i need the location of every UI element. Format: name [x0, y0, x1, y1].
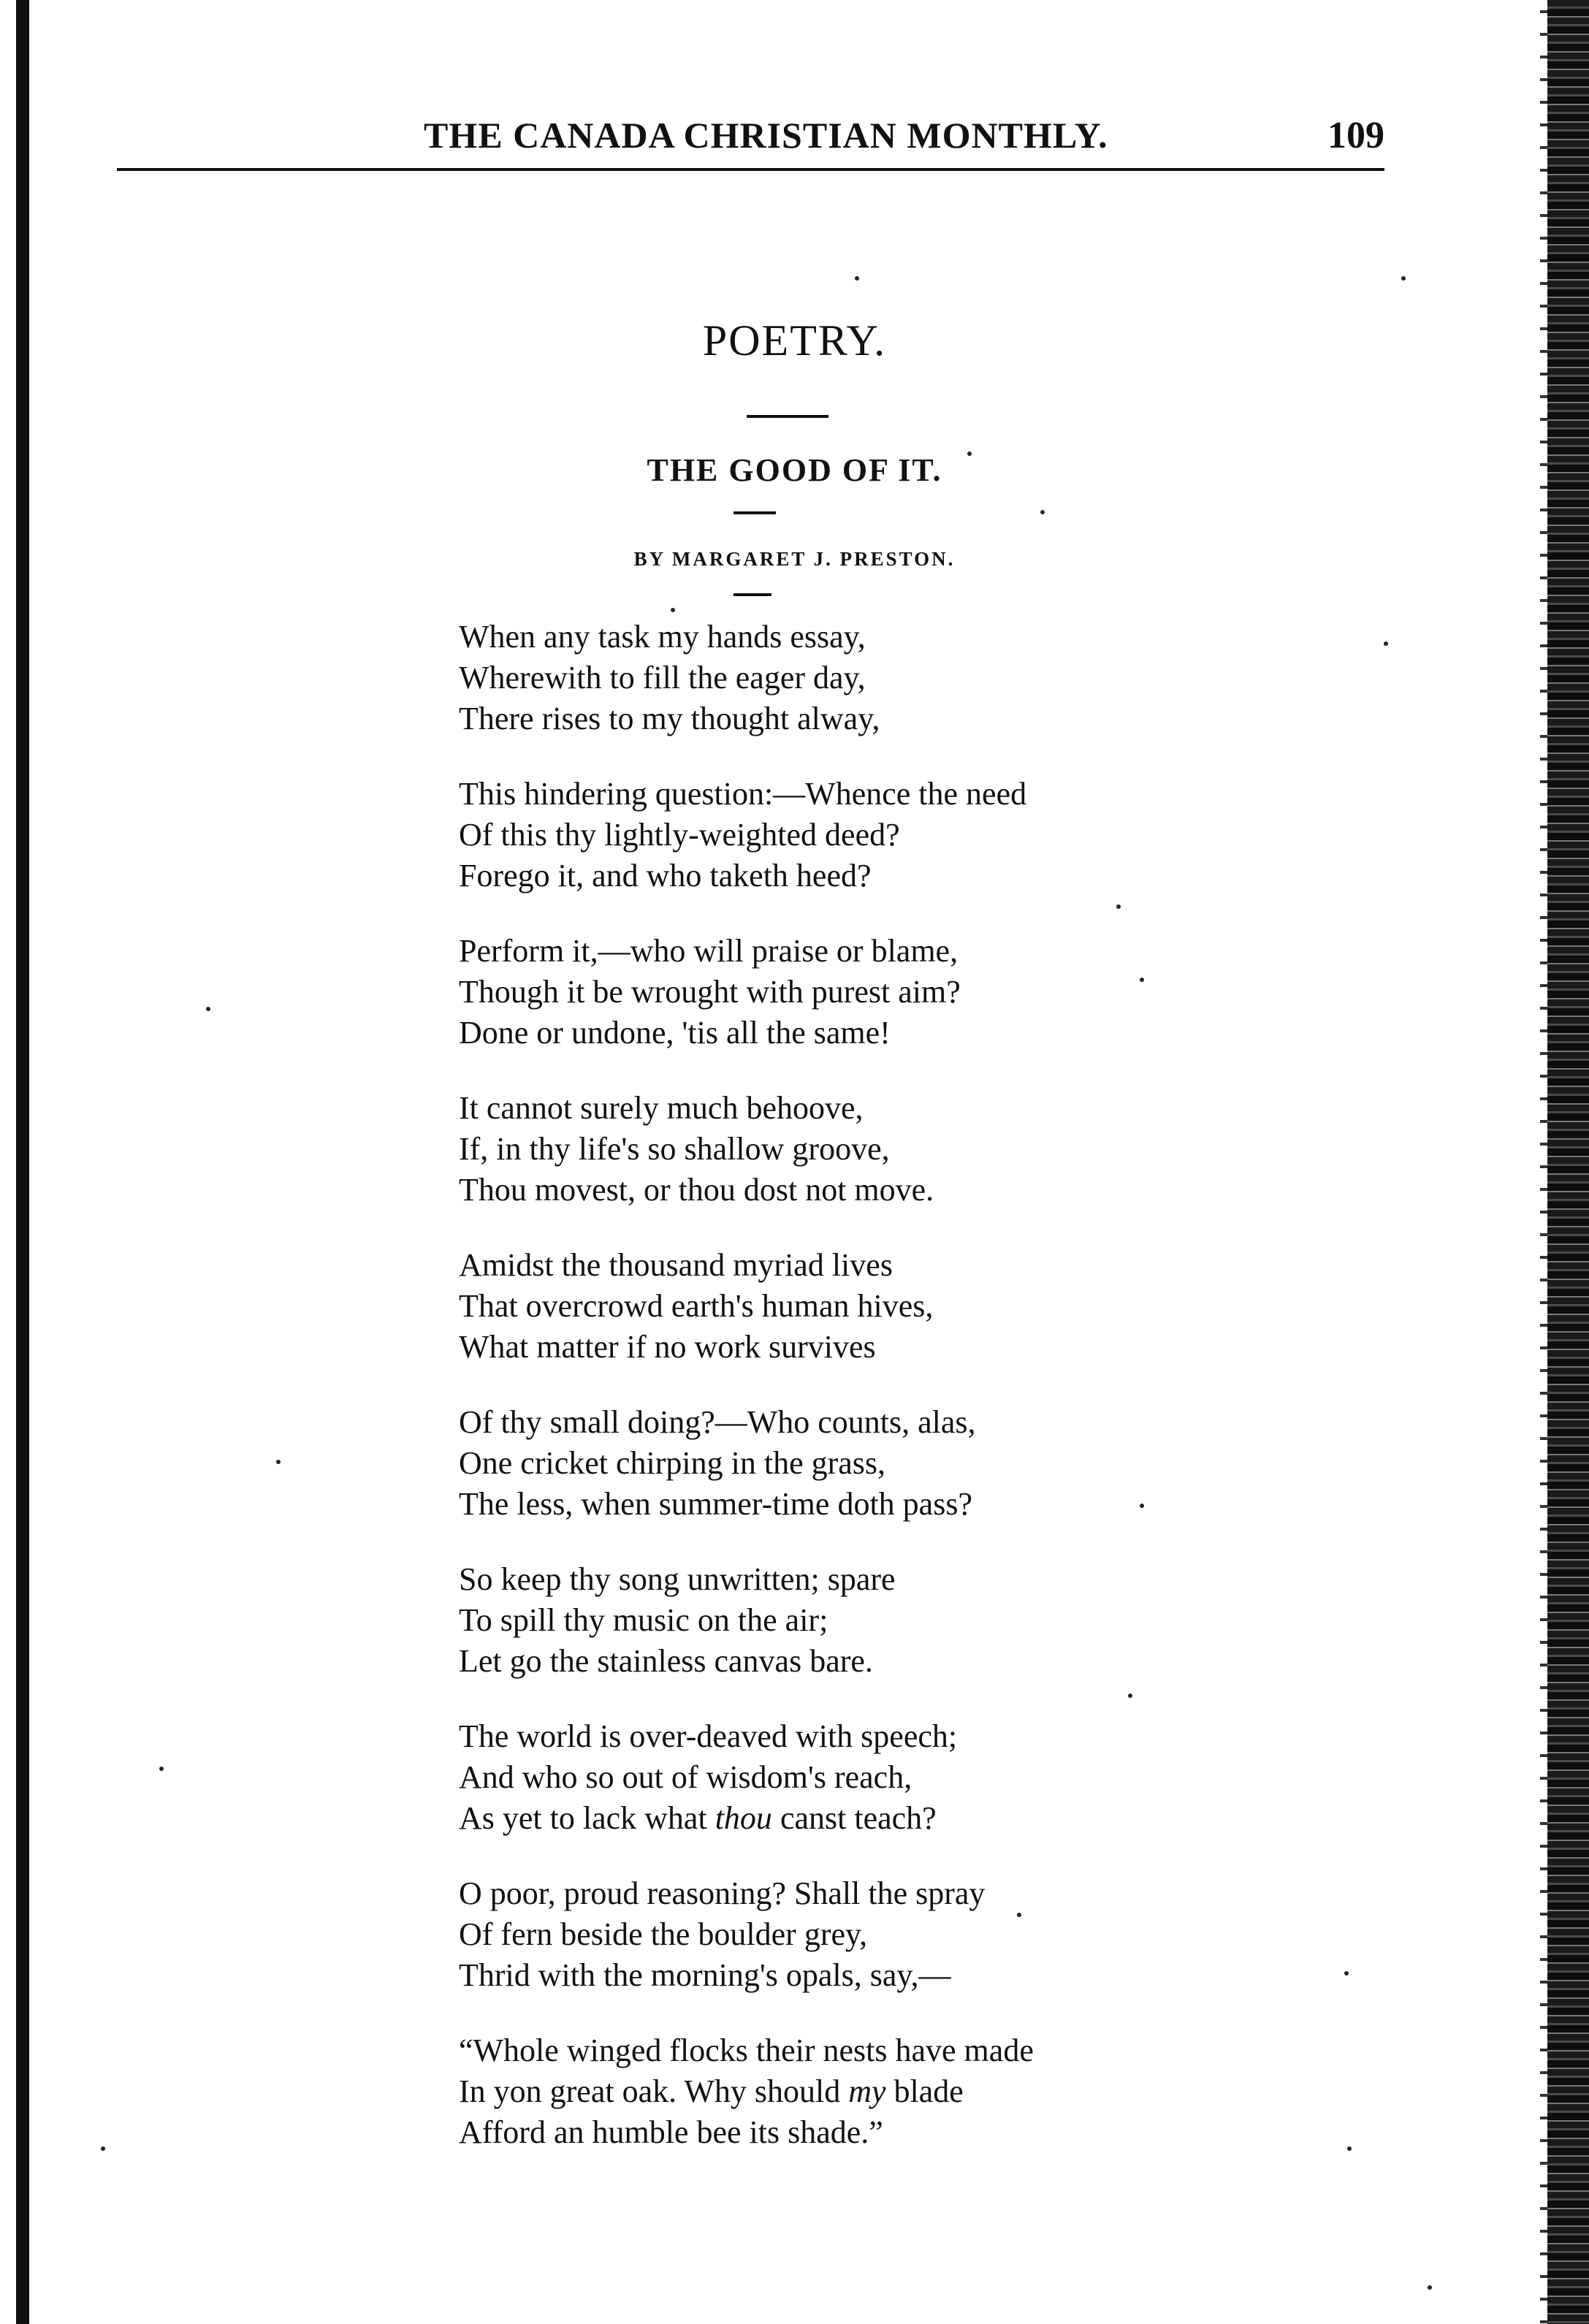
poem-line: “Whole winged flocks their nests have made: [459, 2032, 1034, 2068]
poem-line: Afford an humble bee its shade.”: [459, 2114, 883, 2150]
heading-rule: [747, 415, 828, 418]
byline: BY MARGARET J. PRESTON.: [633, 548, 956, 570]
scan-speck: [855, 276, 859, 281]
poem-line: When any task my hands essay,: [459, 619, 866, 655]
stanza: [459, 774, 1409, 896]
poem-line: Thrid with the morning's opals, say,—: [459, 1957, 951, 1993]
section-heading: POETRY.: [702, 316, 887, 365]
poem-line: [459, 2071, 1409, 2112]
stanza: [459, 931, 1409, 1054]
emphasized-word: thou: [715, 1800, 772, 1836]
poem-line: To spill thy music on the air;: [459, 1602, 828, 1638]
poem-line: Perform it,—who will praise or blame,: [459, 933, 959, 969]
poem-line: The less, when summer-time doth pass?: [459, 1486, 972, 1522]
stanza: [459, 1716, 1409, 1839]
scan-speck: [1140, 978, 1144, 982]
poem-line: If, in thy life's so shallow groove,: [459, 1131, 890, 1167]
stanza: [459, 1088, 1409, 1211]
scan-speck: [967, 452, 972, 456]
poem-line: One cricket chirping in the grass,: [459, 1445, 886, 1481]
poem-body: [459, 617, 1409, 2187]
running-head: [117, 114, 1384, 158]
stanza: [459, 1873, 1409, 1996]
scan-speck: [1344, 1971, 1349, 1976]
poem-line: Of this thy lightly-weighted deed?: [459, 817, 900, 853]
scan-speck: [276, 1460, 281, 1464]
poem-line-text: In yon great oak. Why should: [459, 2073, 841, 2109]
poem-line: So keep thy song unwritten; spare: [459, 1561, 896, 1597]
poem-line: Let go the stainless canvas bare.: [459, 1643, 873, 1679]
poem-line-text: As yet to lack what: [459, 1800, 707, 1836]
stanza: [459, 2030, 1409, 2153]
stanza: [459, 1402, 1409, 1525]
scan-speck: [1116, 904, 1121, 909]
poem-line: Amidst the thousand myriad lives: [459, 1247, 893, 1283]
poem-title: THE GOOD OF IT.: [647, 452, 942, 488]
poem-line: Though it be wrought with purest aim?: [459, 974, 961, 1010]
scan-speck: [1401, 276, 1406, 281]
title-rule: [733, 511, 776, 514]
poem-line: Of fern beside the boulder grey,: [459, 1916, 868, 1952]
scan-speck: [206, 1007, 210, 1011]
poem-line: What matter if no work survives: [459, 1329, 876, 1365]
scan-speck: [1140, 1504, 1144, 1508]
stanza: [459, 1559, 1409, 1682]
scan-speck: [1040, 510, 1045, 514]
scan-speck: [1428, 2285, 1432, 2290]
poem-line: This hindering question:—Whence the need: [459, 776, 1027, 812]
poem-line: [459, 1798, 1409, 1839]
poem-line: That overcrowd earth's human hives,: [459, 1288, 934, 1324]
poem-line-text: canst teach?: [780, 1800, 937, 1836]
scan-speck: [1347, 2146, 1352, 2151]
poem-line: The world is over-deaved with speech;: [459, 1718, 958, 1754]
poem-line: Forego it, and who taketh heed?: [459, 858, 872, 894]
poem-line: And who so out of wisdom's reach,: [459, 1759, 912, 1795]
poem-line: There rises to my thought alway,: [459, 701, 880, 736]
poem-line: Done or undone, 'tis all the same!: [459, 1015, 891, 1051]
scan-speck: [1384, 641, 1388, 646]
scan-speck: [159, 1767, 164, 1771]
stanza: [459, 617, 1409, 739]
poem-line: It cannot surely much behoove,: [459, 1090, 864, 1126]
scan-speck: [1017, 1913, 1021, 1917]
journal-title: THE CANADA CHRISTIAN MONTHLY.: [424, 115, 1108, 156]
header-rule: [117, 168, 1384, 171]
emphasized-word: my: [848, 2073, 886, 2109]
scan-speck: [671, 608, 675, 612]
poem-line: O poor, proud reasoning? Shall the spray: [459, 1875, 986, 1911]
page-number: 109: [1327, 115, 1384, 156]
scan-speck: [1128, 1694, 1132, 1698]
poem-line-text: blade: [893, 2073, 964, 2109]
byline-rule: [733, 593, 771, 596]
poem-line: Wherewith to fill the eager day,: [459, 660, 866, 696]
poem-line: Of thy small doing?—Who counts, alas,: [459, 1404, 976, 1440]
poem-line: Thou movest, or thou dost not move.: [459, 1172, 934, 1208]
stanza: [459, 1245, 1409, 1368]
scan-speck: [101, 2146, 105, 2151]
